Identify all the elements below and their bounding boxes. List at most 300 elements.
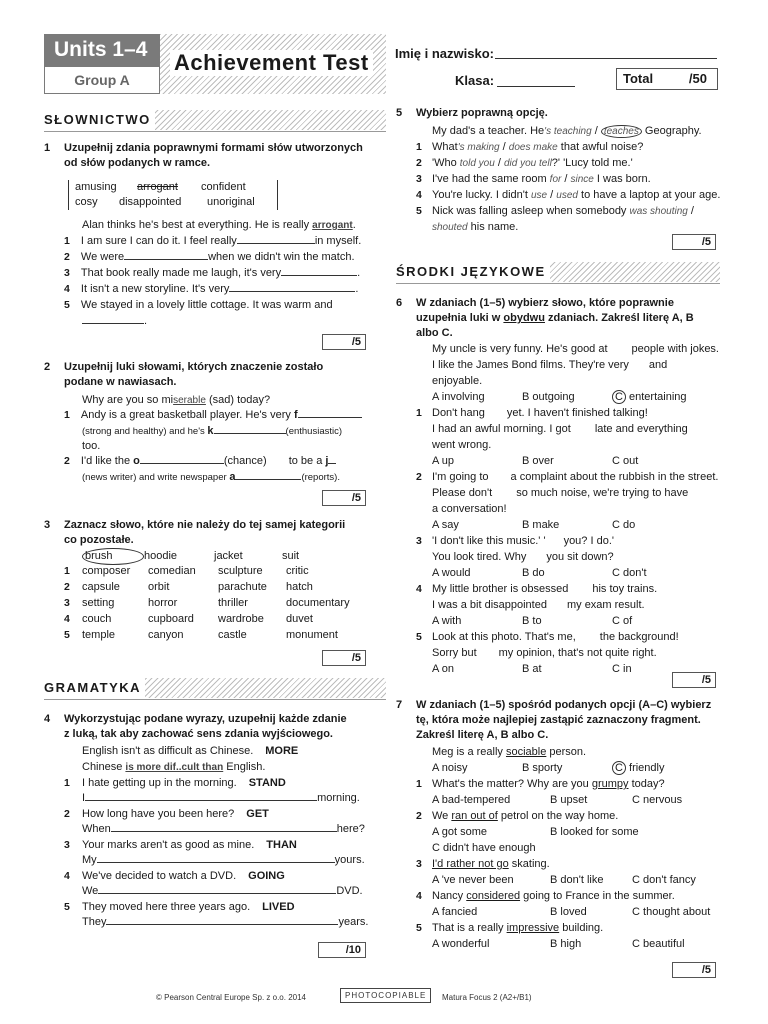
example-text: English isn't as difficult as Chinese. [82, 745, 254, 757]
word-cell[interactable]: setting [82, 597, 115, 609]
item-text: years. [338, 916, 369, 928]
option-2[interactable]: used [556, 190, 578, 201]
item-letter: a [229, 471, 236, 483]
q3-row [64, 580, 350, 596]
word-cell[interactable]: castle [218, 629, 247, 641]
q3-example-row [82, 548, 299, 565]
item-number: 4 [64, 613, 70, 625]
q1-instr-line2: od słów podanych w ramce. [64, 157, 211, 169]
word-cell[interactable]: composer [82, 565, 131, 577]
item-number: 5 [64, 629, 70, 641]
q5-score-box: /5 [672, 234, 716, 250]
q7-example [432, 745, 722, 777]
option-c[interactable]: C out [612, 455, 639, 467]
word-cell[interactable]: wardrobe [218, 613, 264, 625]
item-text: I've had the same room [432, 173, 550, 185]
item-text: When [82, 823, 111, 835]
item-text: went wrong. [432, 439, 492, 451]
key-word: LIVED [262, 901, 295, 913]
answer-blank[interactable] [237, 243, 315, 244]
footer-book: Matura Focus 2 (A2+/B1) [442, 993, 532, 1002]
item-text: What [432, 141, 458, 153]
option-2[interactable]: shouted [432, 222, 468, 233]
option-b[interactable]: B high [550, 938, 582, 950]
word-cell[interactable]: cupboard [148, 613, 194, 625]
item-text: (reports). [301, 472, 340, 483]
item-text: 'Who [432, 157, 460, 169]
item-number: 5 [64, 901, 70, 913]
item-text: I [82, 792, 86, 804]
item-underlined: grumpy [591, 778, 629, 790]
answer-blank[interactable] [111, 831, 337, 832]
item-underlined: I'd rather not go [432, 858, 509, 870]
example-answer: arrogant [312, 220, 353, 231]
q1-item [64, 234, 361, 249]
option-c[interactable]: C didn't have enough [432, 842, 536, 854]
test-title: Achievement Test [170, 50, 373, 76]
option-a[interactable]: A say [432, 519, 459, 531]
answer-blank[interactable] [97, 862, 335, 863]
q1-word-box [68, 180, 278, 210]
option-text: outgoing [532, 391, 575, 403]
item-text: to have a laptop at your age. [577, 189, 721, 201]
q2-score-box: /5 [322, 490, 366, 506]
q1-item [64, 250, 355, 265]
q2-instruction [64, 360, 384, 390]
item-letter: f [293, 409, 298, 421]
name-field[interactable] [495, 58, 717, 59]
option-2[interactable]: does make [508, 142, 558, 153]
answer-blank[interactable] [298, 417, 362, 418]
item-text: Please don't [432, 487, 493, 499]
word-cell[interactable]: parachute [218, 581, 267, 593]
option-letter: A [432, 391, 439, 403]
q7-instr-line3: Zakreśl literę A, B albo C. [416, 729, 549, 741]
q3-number: 3 [44, 519, 51, 531]
q5-item: 1 What's making / does make that awful noise? [416, 141, 644, 153]
q4-items [64, 776, 384, 931]
q4-item [64, 869, 384, 884]
item-text: and [648, 359, 668, 371]
q3-instruction [64, 518, 384, 548]
item-number: 2 [64, 251, 70, 263]
option-a[interactable]: A up [432, 455, 455, 467]
option-text: sporty [532, 762, 563, 774]
item-text: We [82, 885, 99, 897]
q7-instr-line1: W zdaniach (1–5) spośród podanych opcji (A–C) wybierz [416, 699, 712, 711]
item-text: enjoyable. [432, 375, 483, 387]
item-text: (news writer) and write newspaper [82, 472, 230, 483]
q4-item-answer [64, 853, 384, 869]
item-text: building. [559, 922, 604, 934]
option-b[interactable]: B make [522, 519, 560, 531]
item-number: 2 [64, 808, 70, 820]
option-a[interactable]: A with [432, 615, 462, 627]
item-text: . [355, 283, 359, 295]
q6-instr-line3: albo C. [416, 327, 453, 339]
item-number: 4 [416, 583, 422, 595]
q4-item-answer [64, 884, 384, 900]
class-field[interactable] [497, 86, 575, 87]
q2-item-cont: too. [82, 440, 101, 452]
item-text: You look tired. Why [432, 551, 527, 563]
item-letter: k [207, 425, 214, 437]
item-text: (enthusiastic) [285, 426, 343, 437]
option-c[interactable]: C in [612, 663, 632, 675]
q6-example [432, 342, 722, 406]
option-c[interactable]: C do [612, 519, 636, 531]
word-option: confident [201, 181, 246, 193]
item-number: 2 [416, 810, 422, 822]
option-b[interactable]: B don't like [550, 874, 604, 886]
item-text: you? I do.' [563, 535, 614, 547]
word-option: disappointed [119, 196, 182, 208]
word-cell-circled: brush [82, 548, 144, 565]
q4-number: 4 [44, 713, 51, 725]
option-2[interactable]: did you tell [503, 158, 552, 169]
word-cell[interactable]: canyon [148, 629, 184, 641]
q5-instruction: Wybierz poprawną opcję. [416, 107, 548, 119]
key-word: STAND [248, 777, 286, 789]
item-text: We [432, 810, 452, 822]
key-word: GOING [248, 870, 285, 882]
option-a[interactable]: A on [432, 663, 455, 675]
answer-blank[interactable] [229, 291, 355, 292]
item-text: a complaint about the rubbish in the street. [510, 471, 719, 483]
item-text: Andy is a great basketball player. He's very [80, 409, 294, 421]
item-text: I'm going to [432, 471, 489, 483]
q3-row [64, 564, 350, 580]
item-text: How long have you been here? [82, 808, 235, 820]
item-number: 4 [64, 870, 70, 882]
option-letter: B [522, 391, 530, 403]
q1-score-box: /5 [322, 334, 366, 350]
total-score-box [616, 68, 718, 90]
instr-text: uzupełnia luki w [416, 312, 504, 324]
q3-instr-line1: Zaznacz słowo, które nie należy do tej samej kategorii [64, 519, 346, 531]
item-number: 4 [64, 283, 70, 295]
item-text: yet. I haven't finished talking! [506, 407, 648, 419]
q4-item-answer [64, 791, 384, 807]
word-option: cosy [75, 196, 98, 208]
item-text: to be a [288, 455, 326, 467]
word-cell[interactable]: duvet [286, 613, 313, 625]
q3-instr-line2: co pozostałe. [64, 534, 134, 546]
q4-instr-line1: Wykorzystując podane wyrazy, uzupełnij każde zdanie [64, 713, 347, 725]
option-c[interactable]: C don't fancy [632, 874, 696, 886]
option-1[interactable]: was shouting [629, 206, 688, 217]
item-text: My little brother is obsessed [432, 583, 569, 595]
section-title: ŚRODKI JĘZYKOWE [396, 262, 550, 282]
item-number: 5 [416, 631, 422, 643]
item-underlined: sociable [505, 746, 547, 758]
item-text: his name. [467, 221, 519, 233]
q5-item: 4 You're lucky. I didn't use / used to have a laptop at your age. [416, 189, 721, 201]
item-text: Meg is a really [432, 746, 506, 758]
item-text: you sit down? [546, 551, 614, 563]
option-c[interactable]: C beautiful [632, 938, 685, 950]
q4-item [64, 776, 384, 791]
option-c[interactable]: C don't [612, 567, 647, 579]
q1-instruction [64, 141, 384, 171]
item-text: We were [80, 251, 125, 263]
item-text: so much noise, we're trying to have [516, 487, 689, 499]
name-label: Imię i nazwisko: [395, 46, 494, 61]
q3-row [64, 596, 350, 612]
option-b[interactable]: B at [522, 663, 542, 675]
item-text: . [357, 267, 361, 279]
q5-item: 5 Nick was falling asleep when somebody was shouting / [416, 205, 694, 217]
option-a[interactable]: A would [432, 567, 471, 579]
option-2-circled: teaches [601, 125, 642, 138]
item-text: petrol on the way home. [497, 810, 619, 822]
q2-example [82, 393, 270, 408]
section-rule [44, 699, 386, 700]
word-cell[interactable]: monument [286, 629, 338, 641]
answer-blank[interactable] [140, 463, 224, 464]
item-text: Your marks aren't as good as mine. [82, 839, 255, 851]
example-text: Alan thinks he's best at everything. He is really [82, 219, 313, 231]
item-text: ?' 'Lucy told me.' [551, 157, 633, 169]
item-text: skating. [508, 858, 550, 870]
example-text: (sad) today? [205, 394, 271, 406]
example-text: Chinese [82, 761, 126, 773]
example-answer: serable [173, 395, 206, 406]
q2-item-cont [82, 470, 340, 485]
word-cell[interactable]: comedian [148, 565, 196, 577]
answer-blank[interactable] [214, 433, 286, 434]
item-number: 4 [416, 890, 422, 902]
item-text: my exam result. [566, 599, 645, 611]
q2-number: 2 [44, 361, 51, 373]
word-option: amusing [75, 181, 117, 193]
q1-number: 1 [44, 142, 51, 154]
item-number: 1 [416, 778, 422, 790]
q1-item [64, 266, 360, 281]
item-text: (chance) [223, 455, 267, 467]
option-b[interactable]: B upset [550, 794, 588, 806]
answer-blank[interactable] [98, 893, 336, 894]
option-a[interactable]: A fancied [432, 906, 478, 918]
item-underlined: impressive [506, 922, 560, 934]
option-1[interactable]: told you [459, 158, 495, 169]
item-number: 1 [64, 777, 70, 789]
q1-instr-line1: Uzupełnij zdania poprawnymi formami słów utworzonych [64, 142, 363, 154]
answer-blank[interactable] [85, 800, 317, 801]
q4-example-line1 [82, 744, 298, 759]
item-text: My dad's a teacher. He [432, 125, 545, 137]
item-text: That is a really [432, 922, 507, 934]
item-text: Geography. [641, 125, 702, 137]
word-option: unoriginal [207, 196, 255, 208]
q5-item: 2 'Who told you / did you tell?' 'Lucy told me.' [416, 157, 633, 169]
word-cell[interactable]: documentary [286, 597, 350, 609]
answer-blank[interactable] [281, 275, 357, 276]
option-b[interactable]: B loved [550, 906, 587, 918]
q7-number: 7 [396, 699, 403, 711]
item-text: My [82, 854, 97, 866]
key-word: MORE [265, 745, 299, 757]
q5-example: My dad's a teacher. He's teaching / teaches Geography. [432, 125, 702, 137]
item-underlined: ran out of [451, 810, 498, 822]
section-title: GRAMATYKA [44, 678, 145, 698]
option-c[interactable]: C thought about [632, 906, 711, 918]
item-text: It isn't a new storyline. It's very [80, 283, 230, 295]
item-text: the background! [599, 631, 679, 643]
option-a[interactable]: A wonderful [432, 938, 490, 950]
item-number: 3 [64, 267, 70, 279]
q1-item [64, 298, 333, 313]
class-label: Klasa: [455, 73, 495, 88]
option-1: 's teaching [544, 126, 592, 137]
group-label: Group A [44, 66, 160, 94]
total-score: /50 [688, 71, 707, 86]
item-text: DVD. [336, 885, 363, 897]
example-text: English. [223, 761, 266, 773]
q6-number: 6 [396, 297, 403, 309]
q7-items [416, 777, 722, 953]
item-text: 'I don't like this music.' ' [432, 535, 546, 547]
units-label: Units 1–4 [44, 34, 160, 66]
item-text: They moved here three years ago. [82, 901, 251, 913]
item-text: I was a bit disappointed [432, 599, 547, 611]
word-cell[interactable]: capsule [82, 581, 120, 593]
option-1[interactable]: 's making [457, 142, 500, 153]
option-a[interactable]: A bad-tempered [432, 794, 511, 806]
footer-copyright: © Pearson Central Europe Sp. z o.o. 2014 [156, 993, 306, 1002]
q2-instr-line2: podane w nawiasach. [64, 376, 177, 388]
q5-item: 3 I've had the same room for / since I was born. [416, 173, 651, 185]
q3-row [64, 628, 350, 644]
q4-example-line2 [82, 760, 265, 775]
instr-text: obydwu [503, 312, 545, 324]
item-text: We've decided to watch a DVD. [82, 870, 237, 882]
answer-blank[interactable] [82, 323, 144, 324]
option-letter: B [522, 762, 530, 774]
item-text: here? [336, 823, 365, 835]
word-cell[interactable]: couch [82, 613, 112, 625]
option-1[interactable]: for [549, 174, 562, 185]
answer-blank[interactable] [235, 479, 301, 480]
item-text: I had an awful morning. I got [432, 423, 571, 435]
word-cell: hoodie [144, 550, 178, 562]
item-text: I hate getting up in the morning. [82, 777, 237, 789]
item-text: people with jokes. [631, 343, 719, 355]
total-label: Total [623, 71, 654, 86]
item-text: going to France in the summer. [520, 890, 675, 902]
q6-score-box: /5 [672, 672, 716, 688]
option-text: noisy [441, 762, 468, 774]
item-text: in myself. [314, 235, 362, 247]
q4-item [64, 807, 384, 822]
word-cell[interactable]: hatch [286, 581, 313, 593]
q6-instr-line1: W zdaniach (1–5) wybierz słowo, które poprawnie [416, 297, 674, 309]
item-text: that awful noise? [560, 141, 644, 153]
item-text: They [82, 916, 107, 928]
option-2[interactable]: since [570, 174, 594, 185]
option-a[interactable]: A 've never been [432, 874, 514, 886]
q1-item [64, 282, 358, 297]
word-cell[interactable]: critic [286, 565, 309, 577]
item-text: yours. [334, 854, 365, 866]
word-cell[interactable]: horror [148, 597, 178, 609]
q3-rows [64, 564, 350, 644]
item-underlined: considered [466, 890, 521, 902]
word-cell: suit [282, 550, 300, 562]
item-text: late and everything [594, 423, 688, 435]
item-number: 5 [64, 299, 70, 311]
option-1[interactable]: use [530, 190, 548, 201]
q6-items [416, 406, 722, 678]
item-number: 1 [64, 235, 70, 247]
item-number: 1 [64, 565, 70, 577]
item-text: a conversation! [432, 503, 507, 515]
option-b[interactable]: B over [522, 455, 554, 467]
word-cell[interactable]: orbit [148, 581, 170, 593]
section-slownictwo-header [44, 110, 386, 130]
option-b[interactable]: B to [522, 615, 542, 627]
item-text: We stayed in a lovely little cottage. It was warm and [80, 299, 333, 311]
answer-blank[interactable] [106, 924, 338, 925]
item-text: My uncle is very funny. He's good at [432, 343, 608, 355]
section-rule [44, 131, 386, 132]
answer-blank[interactable] [124, 259, 208, 260]
word-cell[interactable]: sculpture [218, 565, 263, 577]
option-a[interactable]: A got some [432, 826, 488, 838]
option-letter-circled: C [612, 761, 626, 775]
item-text: That book really made me laugh, it's very [80, 267, 282, 279]
example-text: Why are you so mi [82, 394, 174, 406]
option-c[interactable]: C of [612, 615, 633, 627]
word-cell[interactable]: temple [82, 629, 116, 641]
q5-items [416, 140, 720, 236]
option-c[interactable]: C nervous [632, 794, 683, 806]
item-text: morning. [317, 792, 360, 804]
option-letter: A [432, 762, 439, 774]
item-text: I like the James Bond films. They're very [432, 359, 629, 371]
q4-instr-line2: z luką, tak aby zachować sens zdania wyjściowego. [64, 728, 333, 740]
item-number: 1 [416, 407, 422, 419]
option-b[interactable]: B looked for some [550, 826, 639, 838]
q2-item: 2 I'd like the o (chance) to be a j [64, 454, 336, 469]
item-text: his toy trains. [592, 583, 658, 595]
word-option: arrogant [137, 181, 178, 193]
option-b[interactable]: B do [522, 567, 545, 579]
q6-instruction [416, 296, 720, 341]
q7-score-box: /5 [672, 962, 716, 978]
option-text: entertaining [629, 391, 687, 403]
item-text: Nick was falling asleep when somebody [432, 205, 630, 217]
item-number: 3 [64, 597, 70, 609]
footer-photocopiable: PHOTOCOPIABLE [340, 988, 431, 1003]
q7-instruction [416, 698, 722, 743]
item-number: 2 [416, 471, 422, 483]
item-text: person. [546, 746, 587, 758]
q4-item [64, 900, 384, 915]
item-text: I am sure I can do it. I feel really [80, 235, 237, 247]
answer-blank[interactable] [328, 463, 336, 464]
word-cell[interactable]: thriller [218, 597, 248, 609]
q1-item-cont: . [82, 314, 147, 329]
q1-example: Alan thinks he's best at everything. He is really arrogant. [82, 219, 356, 231]
q4-score-box: /10 [318, 942, 366, 958]
item-text: Look at this photo. That's me, [432, 631, 576, 643]
item-text: (strong and healthy) and he's [82, 426, 208, 437]
item-text: today? [628, 778, 665, 790]
item-text: What's the matter? Why are you [432, 778, 592, 790]
q4-item-answer [64, 915, 384, 931]
q2-item-cont [82, 424, 342, 439]
